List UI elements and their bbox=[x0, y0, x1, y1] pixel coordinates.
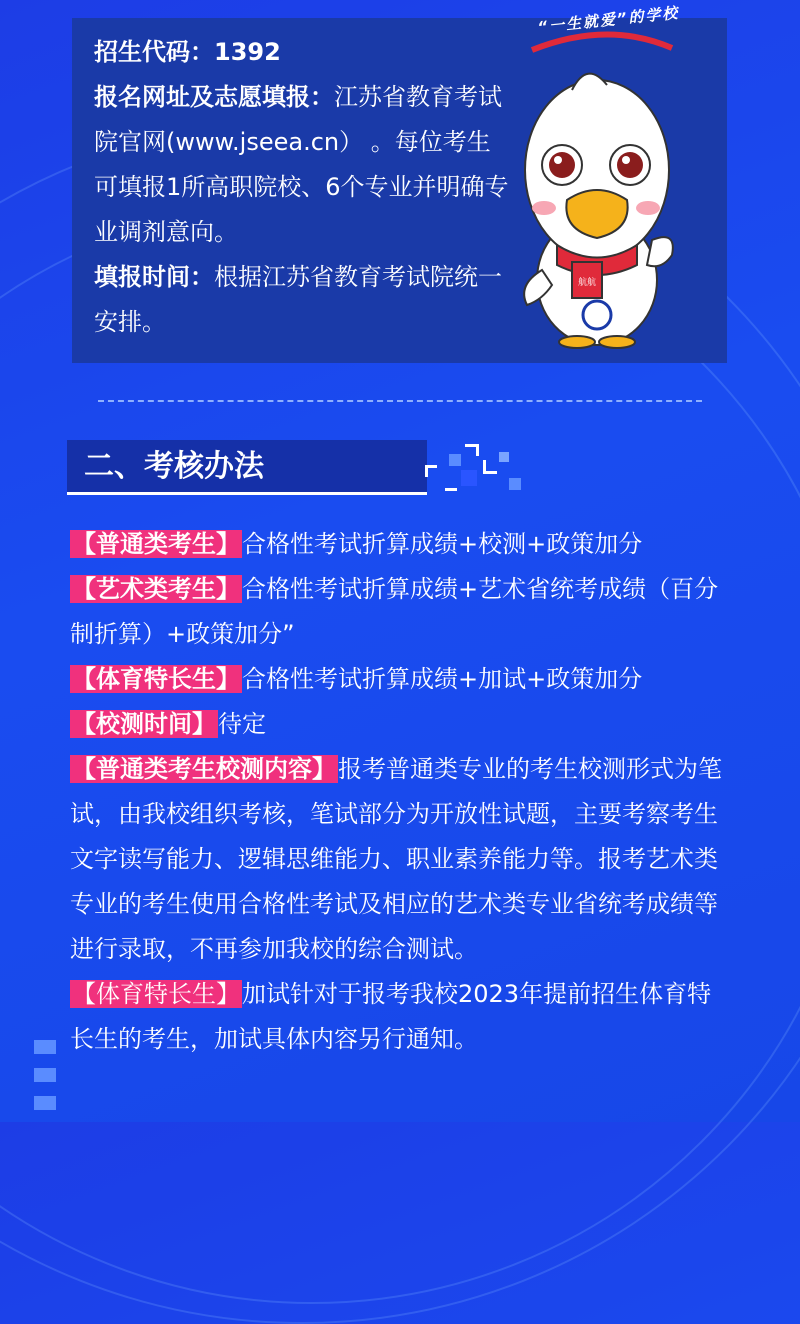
item-test-time bbox=[70, 702, 730, 747]
item-regular bbox=[70, 522, 730, 567]
item-text: 合格性考试折算成绩+艺术省统考成绩（百分制折算）+政策加分” bbox=[70, 575, 719, 648]
time-text: 根据江苏省教育考试院统一安排。 bbox=[94, 263, 502, 336]
website-text: 江苏省教育考试院官网(www.jseea.cn） 。每位考生可填报1所高职院校、6个专业并明确专业调剂意向。 bbox=[94, 83, 509, 246]
assessment-body bbox=[70, 522, 730, 1062]
item-art bbox=[70, 567, 730, 657]
website-label: 报名网址及志愿填报： bbox=[94, 83, 334, 111]
pixel-decoration-icon bbox=[425, 440, 530, 495]
info-text bbox=[94, 30, 514, 345]
item-test-content bbox=[70, 747, 730, 972]
item-tag: 【体育特长生】 bbox=[72, 665, 240, 693]
time-info bbox=[94, 255, 514, 345]
scarf-text: 航航 bbox=[577, 278, 597, 288]
item-tag: 【普通类考生】 bbox=[72, 530, 240, 558]
item-text: 合格性考试折算成绩+加试+政策加分 bbox=[242, 665, 643, 693]
code-label: 招生代码： bbox=[94, 38, 214, 66]
item-text: 合格性考试折算成绩+校测+政策加分 bbox=[242, 530, 643, 558]
mascot-duck-icon bbox=[512, 30, 682, 350]
item-text: 报考普通类专业的考生校测形式为笔试，由我校组织考核，笔试部分为开放性试题，主要考察考生文字读写能力、逻辑思维能力、职业素养能力等。报考艺术类专业的考生使用合格性考试及相应的艺术类专业省统考成绩等进行录取，不再参加我校的综合测试。 bbox=[70, 755, 722, 963]
time-label: 填报时间： bbox=[94, 263, 214, 291]
recruit-code bbox=[94, 30, 514, 75]
dashed-divider bbox=[98, 400, 702, 402]
item-tag: 【艺术类考生】 bbox=[72, 575, 240, 603]
item-tag: 【普通类考生校测内容】 bbox=[72, 755, 336, 783]
item-sports-extra bbox=[70, 972, 730, 1062]
item-tag: 【体育特长生】 bbox=[72, 980, 240, 1008]
website-info bbox=[94, 75, 514, 255]
side-decoration bbox=[34, 1040, 58, 1124]
section-title: 二、考核办法 bbox=[84, 449, 264, 484]
item-tag: 【校测时间】 bbox=[72, 710, 216, 738]
slogan: “一生就爱”的学校 bbox=[536, 3, 681, 37]
item-text: 待定 bbox=[218, 710, 266, 738]
code-value: 1392 bbox=[214, 38, 281, 66]
item-sports bbox=[70, 657, 730, 702]
item-text: 加试针对于报考我校2023年提前招生体育特长生的考生，加试具体内容另行通知。 bbox=[70, 980, 712, 1053]
